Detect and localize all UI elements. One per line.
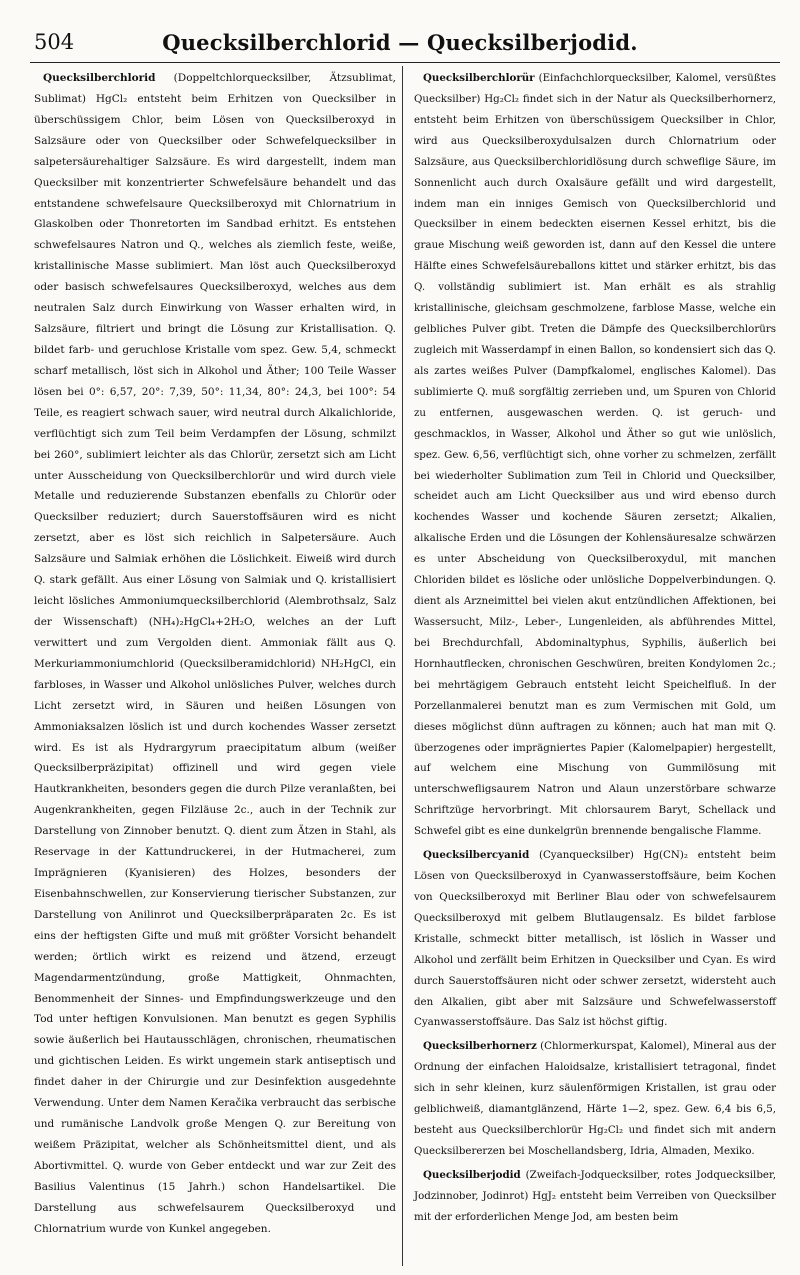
entry-quecksilberchlorid xyxy=(34,68,396,1240)
entry-text: (Zweifach-Jodquecksilber, rotes Jodquecksilber, Jodzinnober, Jodinrot) HgJ₂ entsteht beim Verreiben von Quecksilber mit der erforderlichen Menge Jod, am besten beim xyxy=(414,1168,776,1223)
entry-quecksilberhornerz xyxy=(414,1036,776,1162)
entry-text: (Einfachchlorquecksilber, Kalomel, versüßtes Quecksilber) Hg₂Cl₂ findet sich in der Natur als Quecksilberhornerz, entsteht beim Erhitzen von überschüssigem Quecksilber in Chlor, wird aus Quecksilberoxydulsalzen durch Chlornatrium oder Salzsäure, aus Quecksilberchloridlösung durch schweflige Säure, im Sonnenlicht auch durch Oxalsäure gefällt und wird dargestellt, indem man ein inniges Gemisch von Quecksilberchlorid und Quecksilber in einem bedeckten eisernen Kessel erhitzt, bis die graue Mischung weiß geworden ist, dann auf den Kessel die untere Hälfte eines Schwefelsäureballons kittet und stärker erhitzt, bis das Q. vollständig sublimiert ist. Man erhält es als strahlig kristallinische, gleichsam geschmolzene, farblose Masse, welche ein gelbliches Pulver gibt. Treten die Dämpfe des Quecksilberchlorürs zugleich mit Wasserdampf in einen Ballon, so kondensiert sich das Q. als zartes weißes Pulver (Dampfkalomel, englisches Kalomel). Das sublimierte Q. muß sorgfältig zerrieben und, um Spuren von Chlorid zu entfernen, ausgewaschen werden. Q. ist geruch- und geschmacklos, in Wasser, Alkohol und Äther so gut wie unlöslich, spez. Gew. 6,56, verflüchtigt sich, ohne vorher zu schmelzen, zerfällt bei wiederholter Sublimation zum Teil in Chlorid und Quecksilber, scheidet auch am Licht Quecksilber aus und wird ebenso durch kochendes Wasser und kochende Säuren zersetzt; Alkalien, alkalische Erden und die Lösungen der Kohlensäuresalze schwärzen es unter Abscheidung von Quecksilberoxydul, mit manchen Chloriden bildet es lösliche oder unlösliche Doppelverbindungen. Q. dient als Arzneimittel bei vielen akut entzündlichen Affektionen, bei Wassersucht, Milz-, Leber-, Lungenleiden, als abführendes Mittel, bei Brechdurchfall, Abdominaltyphus, Syphilis, äußerlich bei Hornhautflecken, chronischen Geschwüren, breiten Kondylomen 2c.; bei mehrtägigem Gebrauch entsteht leicht Speichelfluß. In der Porzellanmalerei benutzt man es zum Vermischen mit Gold, um dieses möglichst dünn auftragen zu können; auch hat man mit Q. überzogenes oder imprägniertes Papier (Kalomelpapier) hergestellt, auf welchem eine Mischung von Gummilösung mit unterschwefligsaurem Natron und Alaun unzerstörbare schwarze Schriftzüge hervorbringt. Mit chlorsaurem Baryt, Schellack und Schwefel gibt es eine dunkelgrün brennende bengalische Flamme. xyxy=(414,72,776,838)
headword: Quecksilberchlorür xyxy=(423,72,535,84)
headword: Quecksilberjodid xyxy=(423,1168,521,1181)
header-rule xyxy=(30,62,780,63)
entry-text: (Cyanquecksilber) Hg(CN)₂ entsteht beim Lösen von Quecksilberoxyd in Cyanwasserstoffsäure, beim Kochen von Quecksilberoxyd mit Berliner Blau oder von schwefelsaurem Quecksilberoxyd mit gelbem Blutlaugensalz. Es bildet farblose Kristalle, schmeckt bitter metallisch, ist löslich in Wasser und Alkohol und zerfällt beim Erhitzen in Quecksilber und Cyan. Es wird durch Sauerstoffsäuren nicht oder schwer zersetzt, widersteht auch den Alkalien, gibt aber mit Salzsäure und Schwefelwasserstoff Cyanwasserstoffsäure. Das Salz ist höchst giftig. xyxy=(414,849,776,1029)
entry-quecksilberjodid xyxy=(414,1165,776,1228)
headword: Quecksilberhornerz xyxy=(423,1040,537,1053)
entry-text: (Chlormerkurspat, Kalomel), Mineral aus der Ordnung der einfachen Haloidsalze, kristallisiert tetragonal, findet sich in sehr kleinen, kurz säulenförmigen Kristallen, ist grau oder gelblichweiß, diamantglänzend, Härte 1—2, spez. Gew. 6,4 bis 6,5, besteht aus Quecksilberchlorür Hg₂Cl₂ und findet sich mit andern Quecksilbererzen bei Moschellandsberg, Idria, Almaden, Mexiko. xyxy=(414,1040,776,1158)
column-divider xyxy=(402,66,403,1266)
page-title: Quecksilberchlorid — Quecksilberjodid. xyxy=(162,30,638,55)
entry-quecksilberchloruer xyxy=(414,68,776,842)
headword: Quecksilbercyanid xyxy=(423,849,530,862)
left-column xyxy=(34,68,396,1240)
right-column xyxy=(414,68,776,1228)
entry-quecksilbercyanid xyxy=(414,845,776,1033)
headword: Quecksilberchlorid xyxy=(43,72,156,84)
page-number: 504 xyxy=(34,30,75,54)
entry-text: (Doppeltchlorquecksilber, Ätzsublimat, Sublimat) HgCl₂ entsteht beim Erhitzen von Quecksilber in überschüssigem Chlor, beim Lösen von Quecksilberoxyd in Salzsäure oder von Quecksilber oder Schwefelquecksilber in salpetersäurehaltiger Salzsäure. Es wird dargestellt, indem man Quecksilber mit konzentrierter Schwefelsäure behandelt und das entstandene schwefelsaure Quecksilberoxyd mit Chlornatrium in Glaskolben oder Thonretorten im Sandbad erhitzt. Es entstehen schwefelsaures Natron und Q., welches als ziemlich feste, weiße, kristallinische Masse sublimiert. Man löst auch Quecksilberoxyd oder basisch schwefelsaures Quecksilberoxyd, welches aus dem neutralen Salz durch Einwirkung von Wasser erhalten wird, in Salzsäure, filtriert und bringt die Lösung zur Kristallisation. Q. bildet farb- und geruchlose Kristalle vom spez. Gew. 5,4, schmeckt scharf metallisch, löst sich in Alkohol und Äther; 100 Teile Wasser lösen bei 0°: 6,57, 20°: 7,39, 50°: 11,34, 80°: 24,3, bei 100°: 54 Teile, es reagiert schwach sauer, wird neutral durch Alkalichloride, verflüchtigt sich zum Teil beim Verdampfen der Lösung, schmilzt bei 260°, sublimiert leichter als das Chlorür, zersetzt sich am Licht unter Ausscheidung von Quecksilberchlorür und wird durch viele Metalle und reduzierende Substanzen ebenfalls zu Chlorür oder Quecksilber reduziert; durch Sauerstoffsäuren wird es nicht zersetzt, aber es löst sich reichlich in Salpetersäure. Auch Salzsäure und Salmiak erhöhen die Löslichkeit. Eiweiß wird durch Q. stark gefällt. Aus einer Lösung von Salmiak und Q. kristallisiert leicht lösliches Ammoniumquecksilberchlorid (Alembrothsalz, Salz der Wissenschaft) (NH₄)₂HgCl₄+2H₂O, welches an der Luft verwittert und zum Vergolden dient. Ammoniak fällt aus Q. Merkuriammoniumchlorid (Quecksilberamidchlorid) NH₂HgCl, ein farbloses, in Wasser und Alkohol unlösliches Pulver, welches durch Licht zersetzt wird, in Säuren und heißen Lösungen von Ammoniaksalzen löslich ist und durch kochendes Wasser zersetzt wird. Es ist als Hydrargyrum praecipitatum album (weißer Quecksilberpräzipitat) offizinell und wird gegen viele Hautkrankheiten, besonders gegen die durch Pilze veranlaßten, bei Augenkrankheiten, gegen Filzläuse 2c., auch in der Technik zur Darstellung von Zinnober benutzt. Q. dient zum Ätzen in Stahl, als Reservage in der Kattundruckerei, in der Hutmacherei, zum Imprägnieren (Kyanisieren) des Holzes, besonders der Eisenbahnschwellen, zur Konservierung tierischer Substanzen, zur Darstellung von Anilinrot und Quecksilberpräparaten 2c. Es ist eins der heftigsten Gifte und muß mit größter Vorsicht behandelt werden; örtlich wirkt es reizend und ätzend, erzeugt Magendarmentzündung, große Mattigkeit, Ohnmachten, Benommenheit der Sinnes- und Empfindungswerkzeuge und den Tod unter heftigen Konvulsionen. Man benutzt es gegen Syphilis sowie äußerlich bei Hautausschlägen, chronischen, rheumatischen und gichtischen Leiden. Es wirkt ungemein stark antiseptisch und findet daher in der Chirurgie und zur Desinfektion ausgedehnte Verwendung. Unter dem Namen Keračika verbraucht das serbische und rumänische Landvolk große Mengen Q. zur Bereitung von weißem Präzipitat, welcher als Schönheitsmittel dient, und als Abortivmittel. Q. wurde von Geber entdeckt und war zur Zeit des Basilius Valentinus (15 Jahrh.) schon Handelsartikel. Die Darstellung aus schwefelsaurem Quecksilberoxyd und Chlornatrium wurde von Kunkel angegeben. xyxy=(34,72,396,1235)
